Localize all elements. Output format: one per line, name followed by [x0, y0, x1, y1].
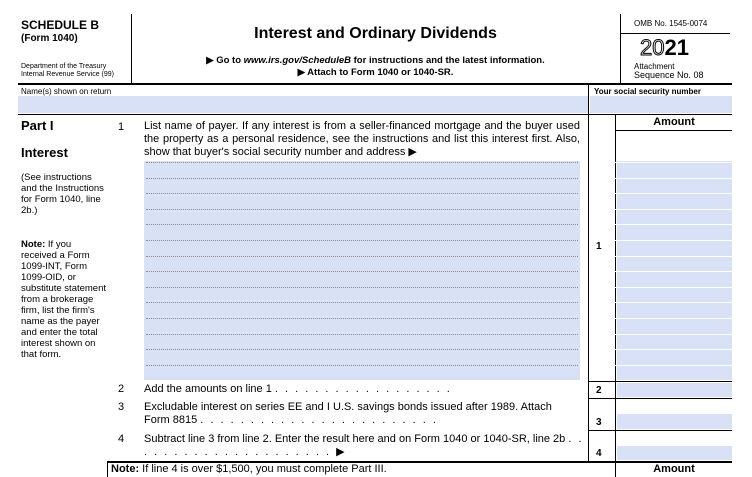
bottom-note-text: If line 4 is over $1,500, you must complete Part III.: [139, 463, 387, 475]
omb-rule: [620, 33, 730, 34]
line-4-amount[interactable]: [617, 446, 732, 460]
department: Department of the Treasury: [21, 63, 107, 70]
amount-header-rule: [615, 130, 732, 131]
line-1-number: 1: [118, 121, 125, 133]
amount-entry-line: [615, 287, 732, 288]
line-3-number: 3: [118, 401, 125, 413]
omb-number: OMB No. 1545-0074: [634, 19, 708, 28]
payer-entry-line: [146, 162, 578, 163]
payer-entry-line: [146, 240, 578, 241]
amount-entry-line: [615, 240, 732, 241]
line-3-label: Excludable interest on series EE and I U.S. savings bonds issued after 1989. Attach Form 8815: [144, 401, 552, 426]
form-title: Interest and Ordinary Dividends: [254, 25, 497, 42]
amount-entry-line: [615, 302, 732, 303]
payer-entry-line: [146, 334, 578, 335]
line-2-label: Add the amounts on line 1: [144, 383, 272, 395]
box-column-left: [588, 114, 589, 461]
ssn-field[interactable]: [590, 96, 732, 113]
note-text: If you received a Form 1099-INT, Form 1099-OID, or substitute statement from a brokerage firm, list the firm's name as the payer and enter the total interest shown on that form.: [21, 239, 107, 360]
line-2-bottom-rule: [588, 398, 732, 399]
amount-entry-line: [615, 271, 732, 272]
header-rule: [18, 83, 732, 85]
payer-entry-line: [146, 271, 578, 272]
box-1-label: 1: [596, 241, 602, 252]
amount-entry-line: [615, 224, 732, 225]
line-3-amount[interactable]: [617, 414, 732, 429]
payer-entry-line: [146, 224, 578, 225]
line-4-label: Subtract line 3 from line 2. Enter the result here and on Form 1040 or 1040-SR, line 2b: [144, 433, 566, 445]
schedule-name: SCHEDULE B: [21, 18, 100, 32]
payer-entry-line: [146, 365, 578, 366]
amount-entry-line: [615, 256, 732, 257]
payer-entry-line: [146, 209, 578, 210]
names-label: Name(s) shown on return: [21, 87, 112, 96]
form-number: (Form 1040): [21, 33, 78, 44]
goto-instructions: [131, 55, 620, 66]
line-3-text: [144, 401, 580, 429]
tax-year: [640, 36, 689, 60]
part-label: Part I: [21, 118, 54, 133]
attachment-label: Attachment: [634, 62, 675, 71]
agency: Internal Revenue Service (99): [21, 71, 114, 78]
name-row-rule: [18, 114, 732, 115]
line-4-number: 4: [118, 433, 125, 445]
payer-entry-line: [146, 287, 578, 288]
amount-entry-line: [615, 193, 732, 194]
bottom-left-divider: [107, 461, 108, 477]
name-ssn-divider: [588, 85, 589, 114]
goto-prefix: ▶ Go to: [206, 55, 244, 66]
amount-entry-line: [615, 349, 732, 350]
goto-url[interactable]: www.irs.gov/ScheduleB: [243, 55, 351, 66]
payer-entry-line: [146, 318, 578, 319]
amount-entry-line: [615, 318, 732, 319]
box-4-label: 4: [596, 448, 602, 459]
part-side-note: (See instructions and the Instructions for Form 1040, line 2b.): [21, 172, 104, 216]
bottom-amount-header: Amount: [653, 463, 695, 475]
bottom-note: [111, 463, 387, 476]
amount-entry-line: [615, 209, 732, 210]
attach-instructions: ▶ Attach to Form 1040 or 1040-SR.: [297, 67, 454, 78]
payer-entry-line: [146, 193, 578, 194]
line-3-bottom-rule: [588, 430, 732, 431]
line-2-amount[interactable]: [617, 383, 732, 397]
bottom-note-label: Note:: [111, 463, 140, 475]
name-field[interactable]: [18, 96, 588, 113]
amount-entry-line: [615, 334, 732, 335]
box-2-label: 2: [596, 385, 602, 396]
line-2-leader: . . . . . . . . . . . . . . . . . .: [274, 383, 452, 395]
line-4-leader: . . . . . . . . . . . . . . . . . . . . . ▶: [144, 433, 584, 458]
payer-entry-line: [146, 178, 578, 179]
tax-year-outline: 20: [640, 35, 665, 60]
note-label: Note:: [21, 239, 46, 250]
line-2-number: 2: [118, 383, 125, 395]
payer-entry-line: [146, 256, 578, 257]
amount-entry-line: [615, 162, 732, 163]
payer-entry-line: [146, 349, 578, 350]
line-2-top-rule: [588, 381, 732, 382]
line-4-text: [144, 433, 584, 461]
line-1-text: List name of payer. If any interest is from a seller-financed mortgage and the buyer used the property as a personal residence, see the instructions and list this interest first. Also, show that buyer's social security number and address ▶: [144, 120, 580, 158]
goto-suffix: for instructions and the latest information.: [351, 55, 545, 66]
line-2-text: [144, 383, 452, 396]
sequence-number: Sequence No. 08: [634, 70, 704, 80]
amount-entry-line: [615, 365, 732, 366]
part-brokerage-note: [21, 239, 107, 360]
tax-year-bold: 21: [664, 35, 689, 60]
line-3-leader: . . . . . . . . . . . . . . . . . . . . . . . .: [200, 414, 438, 426]
payer-entry-line: [146, 302, 578, 303]
part-title: Interest: [21, 145, 68, 160]
ssn-label: Your social security number: [594, 87, 701, 96]
amount-header: Amount: [653, 116, 695, 128]
header-divider-right: [620, 14, 621, 84]
amount-entry-line: [615, 178, 732, 179]
box-3-label: 3: [596, 417, 602, 428]
